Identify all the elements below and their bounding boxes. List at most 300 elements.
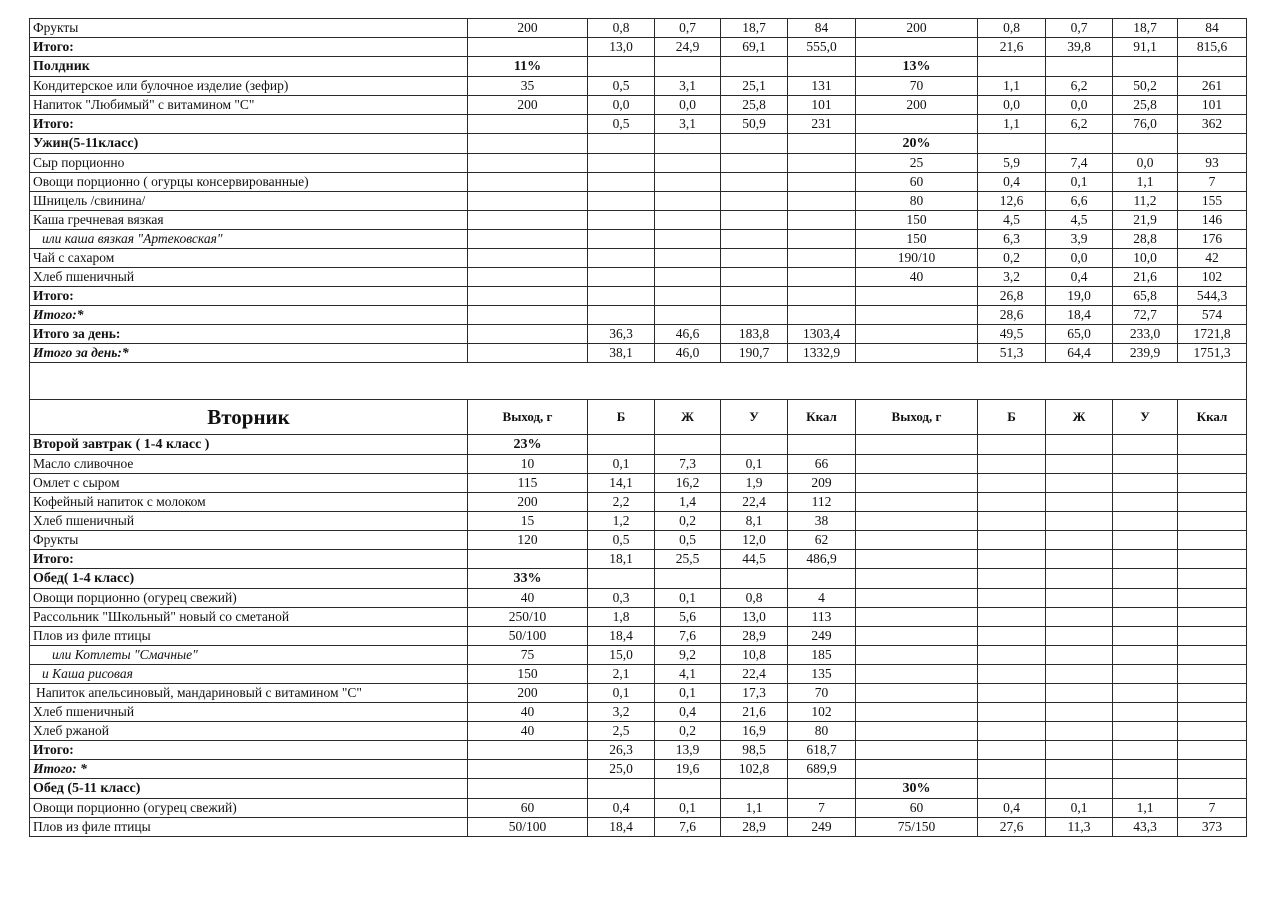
dish-name: Овощи порционно (огурец свежий) — [30, 589, 468, 608]
fat-b — [1046, 760, 1113, 779]
carbs-a: 190,7 — [721, 344, 788, 363]
carbs-a — [721, 173, 788, 192]
carbs-b: 0,0 — [1113, 154, 1178, 173]
yield-a: 150 — [468, 665, 588, 684]
protein-a — [588, 211, 655, 230]
protein-b — [978, 512, 1046, 531]
kcal-b: 176 — [1178, 230, 1247, 249]
fat-a: 5,6 — [655, 608, 721, 627]
yield-b — [856, 325, 978, 344]
table-row — [30, 268, 1247, 287]
yield-b: 150 — [856, 230, 978, 249]
fat-a — [655, 211, 721, 230]
dish-name: Итого за день:* — [30, 344, 468, 363]
dish-name: Шницель /свинина/ — [30, 192, 468, 211]
carbs-b: 11,2 — [1113, 192, 1178, 211]
yield-a: 11% — [468, 57, 588, 77]
table-row — [30, 531, 1247, 550]
protein-a: 0,8 — [588, 19, 655, 38]
yield-a: 40 — [468, 703, 588, 722]
fat-b: 0,1 — [1046, 173, 1113, 192]
protein-a — [588, 287, 655, 306]
kcal-b: 102 — [1178, 268, 1247, 287]
dish-name: Итого: — [30, 38, 468, 57]
dish-name: Итого: — [30, 741, 468, 760]
carbs-a — [721, 306, 788, 325]
menu-table — [29, 18, 1247, 837]
dish-name: Хлеб ржаной — [30, 722, 468, 741]
protein-b — [978, 134, 1046, 154]
protein-a — [588, 268, 655, 287]
total-row — [30, 38, 1247, 57]
kcal-a: 38 — [788, 512, 856, 531]
carbs-a: 44,5 — [721, 550, 788, 569]
fat-b: 4,5 — [1046, 211, 1113, 230]
protein-b — [978, 608, 1046, 627]
fat-b: 6,6 — [1046, 192, 1113, 211]
fat-a — [655, 779, 721, 799]
kcal-b — [1178, 455, 1247, 474]
yield-a — [468, 173, 588, 192]
carbs-b: 239,9 — [1113, 344, 1178, 363]
kcal-b — [1178, 512, 1247, 531]
dish-name: Обед (5-11 класс) — [30, 779, 468, 799]
dish-name: Сыр порционно — [30, 154, 468, 173]
yield-a — [468, 741, 588, 760]
protein-a — [588, 230, 655, 249]
total-row — [30, 287, 1247, 306]
carbs-a: 21,6 — [721, 703, 788, 722]
yield-a — [468, 779, 588, 799]
protein-a: 36,3 — [588, 325, 655, 344]
dish-name: Рассольник "Школьный" новый со сметаной — [30, 608, 468, 627]
carbs-a: 17,3 — [721, 684, 788, 703]
protein-b: 51,3 — [978, 344, 1046, 363]
carbs-a — [721, 569, 788, 589]
fat-a: 0,2 — [655, 512, 721, 531]
yield-b: 200 — [856, 96, 978, 115]
carbs-b: 18,7 — [1113, 19, 1178, 38]
carbs-b: 1,1 — [1113, 173, 1178, 192]
dish-name: или Котлеты "Смачные" — [30, 646, 468, 665]
yield-b: 60 — [856, 799, 978, 818]
carbs-a: 8,1 — [721, 512, 788, 531]
carbs-a — [721, 134, 788, 154]
kcal-b — [1178, 760, 1247, 779]
fat-a — [655, 287, 721, 306]
protein-a: 2,1 — [588, 665, 655, 684]
kcal-b — [1178, 665, 1247, 684]
carbs-b — [1113, 665, 1178, 684]
protein-a — [588, 173, 655, 192]
carbs-b: 28,8 — [1113, 230, 1178, 249]
kcal-a — [788, 154, 856, 173]
carbs-a: 1,1 — [721, 799, 788, 818]
table-row — [30, 646, 1247, 665]
protein-b: 0,4 — [978, 173, 1046, 192]
protein-a: 26,3 — [588, 741, 655, 760]
header-fat-b: Ж — [1046, 400, 1113, 435]
total-row — [30, 306, 1247, 325]
kcal-a: 84 — [788, 19, 856, 38]
fat-a: 0,5 — [655, 531, 721, 550]
kcal-b: 93 — [1178, 154, 1247, 173]
yield-b — [856, 531, 978, 550]
fat-a — [655, 173, 721, 192]
yield-a: 250/10 — [468, 608, 588, 627]
protein-b — [978, 569, 1046, 589]
fat-b — [1046, 550, 1113, 569]
protein-b: 5,9 — [978, 154, 1046, 173]
protein-b — [978, 665, 1046, 684]
table-row — [30, 799, 1247, 818]
kcal-a — [788, 57, 856, 77]
total-row — [30, 741, 1247, 760]
kcal-b: 42 — [1178, 249, 1247, 268]
protein-b: 28,6 — [978, 306, 1046, 325]
protein-a — [588, 779, 655, 799]
carbs-a: 183,8 — [721, 325, 788, 344]
kcal-a: 62 — [788, 531, 856, 550]
dish-name: Омлет с сыром — [30, 474, 468, 493]
carbs-a: 22,4 — [721, 493, 788, 512]
total-row — [30, 550, 1247, 569]
yield-a — [468, 211, 588, 230]
kcal-b — [1178, 57, 1247, 77]
carbs-a: 25,8 — [721, 96, 788, 115]
kcal-b — [1178, 550, 1247, 569]
yield-a: 50/100 — [468, 818, 588, 837]
kcal-a: 555,0 — [788, 38, 856, 57]
dish-name: Кондитерское или булочное изделие (зефир) — [30, 77, 468, 96]
protein-a: 0,3 — [588, 589, 655, 608]
kcal-a: 185 — [788, 646, 856, 665]
kcal-a — [788, 173, 856, 192]
fat-a — [655, 134, 721, 154]
protein-b — [978, 493, 1046, 512]
protein-a: 0,5 — [588, 77, 655, 96]
yield-b — [856, 569, 978, 589]
protein-b: 0,8 — [978, 19, 1046, 38]
dish-name: Итого: — [30, 115, 468, 134]
yield-a — [468, 287, 588, 306]
carbs-b — [1113, 493, 1178, 512]
fat-b — [1046, 627, 1113, 646]
kcal-b: 544,3 — [1178, 287, 1247, 306]
yield-a — [468, 38, 588, 57]
fat-a — [655, 268, 721, 287]
yield-b — [856, 38, 978, 57]
fat-b: 64,4 — [1046, 344, 1113, 363]
protein-b: 26,8 — [978, 287, 1046, 306]
carbs-b: 233,0 — [1113, 325, 1178, 344]
carbs-b: 25,8 — [1113, 96, 1178, 115]
spacer-cell — [30, 363, 1247, 400]
kcal-a: 231 — [788, 115, 856, 134]
table-row — [30, 512, 1247, 531]
yield-b — [856, 115, 978, 134]
kcal-a: 618,7 — [788, 741, 856, 760]
kcal-b: 7 — [1178, 173, 1247, 192]
header-fat-a: Ж — [655, 400, 721, 435]
dish-name: Полдник — [30, 57, 468, 77]
protein-a: 25,0 — [588, 760, 655, 779]
spacer-section — [30, 363, 1247, 400]
fat-a — [655, 192, 721, 211]
dish-name: Фрукты — [30, 531, 468, 550]
carbs-a: 1,9 — [721, 474, 788, 493]
yield-a: 40 — [468, 589, 588, 608]
kcal-a: 135 — [788, 665, 856, 684]
carbs-a: 16,9 — [721, 722, 788, 741]
dish-name: Напиток "Любимый" с витамином "С" — [30, 96, 468, 115]
table-row — [30, 684, 1247, 703]
protein-b — [978, 589, 1046, 608]
protein-b: 1,1 — [978, 77, 1046, 96]
yield-b: 70 — [856, 77, 978, 96]
carbs-a — [721, 249, 788, 268]
kcal-a — [788, 134, 856, 154]
fat-a: 46,6 — [655, 325, 721, 344]
kcal-b — [1178, 722, 1247, 741]
yield-b: 60 — [856, 173, 978, 192]
kcal-b: 815,6 — [1178, 38, 1247, 57]
yield-a: 50/100 — [468, 627, 588, 646]
fat-a — [655, 435, 721, 455]
carbs-b — [1113, 589, 1178, 608]
carbs-b — [1113, 531, 1178, 550]
yield-b: 25 — [856, 154, 978, 173]
protein-b — [978, 779, 1046, 799]
yield-b — [856, 287, 978, 306]
dish-name: Итого: * — [30, 760, 468, 779]
yield-a: 23% — [468, 435, 588, 455]
yield-b — [856, 684, 978, 703]
yield-a — [468, 192, 588, 211]
protein-a: 14,1 — [588, 474, 655, 493]
yield-a — [468, 306, 588, 325]
dish-name: Каша гречневая вязкая — [30, 211, 468, 230]
fat-b — [1046, 703, 1113, 722]
fat-a — [655, 57, 721, 77]
carbs-b — [1113, 550, 1178, 569]
meal-section-row — [30, 57, 1247, 77]
fat-a — [655, 154, 721, 173]
kcal-b — [1178, 684, 1247, 703]
dish-name: или каша вязкая "Артековская" — [30, 230, 468, 249]
kcal-b: 155 — [1178, 192, 1247, 211]
protein-a: 18,4 — [588, 818, 655, 837]
kcal-b: 373 — [1178, 818, 1247, 837]
day-header-row — [30, 400, 1247, 435]
yield-a — [468, 134, 588, 154]
monday-section — [30, 19, 1247, 363]
kcal-b: 146 — [1178, 211, 1247, 230]
kcal-a: 689,9 — [788, 760, 856, 779]
kcal-b — [1178, 608, 1247, 627]
protein-a: 0,1 — [588, 455, 655, 474]
yield-b — [856, 741, 978, 760]
protein-a — [588, 249, 655, 268]
protein-b: 1,1 — [978, 115, 1046, 134]
protein-b — [978, 550, 1046, 569]
protein-a — [588, 154, 655, 173]
kcal-a: 1332,9 — [788, 344, 856, 363]
protein-a: 1,2 — [588, 512, 655, 531]
kcal-b: 261 — [1178, 77, 1247, 96]
carbs-a — [721, 230, 788, 249]
protein-a: 0,4 — [588, 799, 655, 818]
carbs-b — [1113, 474, 1178, 493]
kcal-b — [1178, 627, 1247, 646]
table-row — [30, 627, 1247, 646]
protein-b — [978, 627, 1046, 646]
total-row — [30, 760, 1247, 779]
protein-a: 0,0 — [588, 96, 655, 115]
fat-b: 39,8 — [1046, 38, 1113, 57]
fat-a: 13,9 — [655, 741, 721, 760]
protein-b — [978, 474, 1046, 493]
kcal-a: 66 — [788, 455, 856, 474]
yield-b — [856, 589, 978, 608]
protein-a: 38,1 — [588, 344, 655, 363]
yield-b: 30% — [856, 779, 978, 799]
kcal-b — [1178, 435, 1247, 455]
dish-name: Масло сливочное — [30, 455, 468, 474]
protein-a: 1,8 — [588, 608, 655, 627]
fat-b — [1046, 512, 1113, 531]
fat-b — [1046, 665, 1113, 684]
fat-b — [1046, 608, 1113, 627]
yield-a: 200 — [468, 96, 588, 115]
kcal-b — [1178, 646, 1247, 665]
carbs-b: 72,7 — [1113, 306, 1178, 325]
yield-a — [468, 344, 588, 363]
dish-name: Итого: — [30, 550, 468, 569]
fat-b: 65,0 — [1046, 325, 1113, 344]
dish-name: Плов из филе птицы — [30, 627, 468, 646]
dish-name: Хлеб пшеничный — [30, 703, 468, 722]
fat-b: 3,9 — [1046, 230, 1113, 249]
fat-b: 0,4 — [1046, 268, 1113, 287]
kcal-a: 486,9 — [788, 550, 856, 569]
header-yield-b: Выход, г — [856, 400, 978, 435]
fat-a: 3,1 — [655, 115, 721, 134]
dish-name: Итого: — [30, 287, 468, 306]
table-row — [30, 211, 1247, 230]
dish-name: Обед( 1-4 класс) — [30, 569, 468, 589]
kcal-a: 131 — [788, 77, 856, 96]
yield-b: 190/10 — [856, 249, 978, 268]
meal-section-row — [30, 779, 1247, 799]
fat-b — [1046, 474, 1113, 493]
protein-a: 0,1 — [588, 684, 655, 703]
yield-b — [856, 493, 978, 512]
yield-a: 200 — [468, 493, 588, 512]
protein-a — [588, 134, 655, 154]
kcal-a — [788, 287, 856, 306]
fat-b: 0,0 — [1046, 249, 1113, 268]
dish-name: Итого:* — [30, 306, 468, 325]
carbs-a — [721, 57, 788, 77]
protein-b — [978, 531, 1046, 550]
carbs-a — [721, 211, 788, 230]
carbs-b — [1113, 512, 1178, 531]
yield-a: 35 — [468, 77, 588, 96]
yield-b — [856, 760, 978, 779]
meal-section-row — [30, 435, 1247, 455]
carbs-a: 10,8 — [721, 646, 788, 665]
kcal-a — [788, 192, 856, 211]
yield-a: 40 — [468, 722, 588, 741]
carbs-a: 0,8 — [721, 589, 788, 608]
fat-a — [655, 306, 721, 325]
table-row — [30, 96, 1247, 115]
fat-b — [1046, 493, 1113, 512]
carbs-b: 65,8 — [1113, 287, 1178, 306]
fat-b: 11,3 — [1046, 818, 1113, 837]
kcal-a: 101 — [788, 96, 856, 115]
fat-a: 0,2 — [655, 722, 721, 741]
fat-b — [1046, 741, 1113, 760]
carbs-b — [1113, 703, 1178, 722]
carbs-a: 28,9 — [721, 818, 788, 837]
carbs-b — [1113, 779, 1178, 799]
yield-b — [856, 474, 978, 493]
protein-a: 13,0 — [588, 38, 655, 57]
dish-name: Хлеб пшеничный — [30, 512, 468, 531]
protein-b: 21,6 — [978, 38, 1046, 57]
kcal-a: 1303,4 — [788, 325, 856, 344]
carbs-a: 28,9 — [721, 627, 788, 646]
yield-b — [856, 455, 978, 474]
protein-b — [978, 703, 1046, 722]
table-row — [30, 19, 1247, 38]
protein-a: 18,4 — [588, 627, 655, 646]
carbs-a — [721, 268, 788, 287]
protein-a — [588, 192, 655, 211]
dish-name: Второй завтрак ( 1-4 класс ) — [30, 435, 468, 455]
kcal-b — [1178, 134, 1247, 154]
yield-b — [856, 550, 978, 569]
meal-section-row — [30, 134, 1247, 154]
yield-b: 13% — [856, 57, 978, 77]
protein-a: 0,5 — [588, 115, 655, 134]
total-row — [30, 344, 1247, 363]
fat-a: 7,3 — [655, 455, 721, 474]
yield-a — [468, 268, 588, 287]
carbs-b — [1113, 646, 1178, 665]
carbs-a — [721, 779, 788, 799]
protein-b: 12,6 — [978, 192, 1046, 211]
fat-b: 7,4 — [1046, 154, 1113, 173]
yield-a — [468, 115, 588, 134]
kcal-a — [788, 435, 856, 455]
fat-b — [1046, 569, 1113, 589]
yield-b — [856, 435, 978, 455]
yield-b — [856, 512, 978, 531]
yield-b — [856, 703, 978, 722]
carbs-a: 102,8 — [721, 760, 788, 779]
fat-b: 0,7 — [1046, 19, 1113, 38]
fat-a: 46,0 — [655, 344, 721, 363]
fat-a — [655, 569, 721, 589]
protein-a — [588, 435, 655, 455]
kcal-a: 102 — [788, 703, 856, 722]
fat-a: 9,2 — [655, 646, 721, 665]
table-row — [30, 455, 1247, 474]
kcal-b — [1178, 569, 1247, 589]
